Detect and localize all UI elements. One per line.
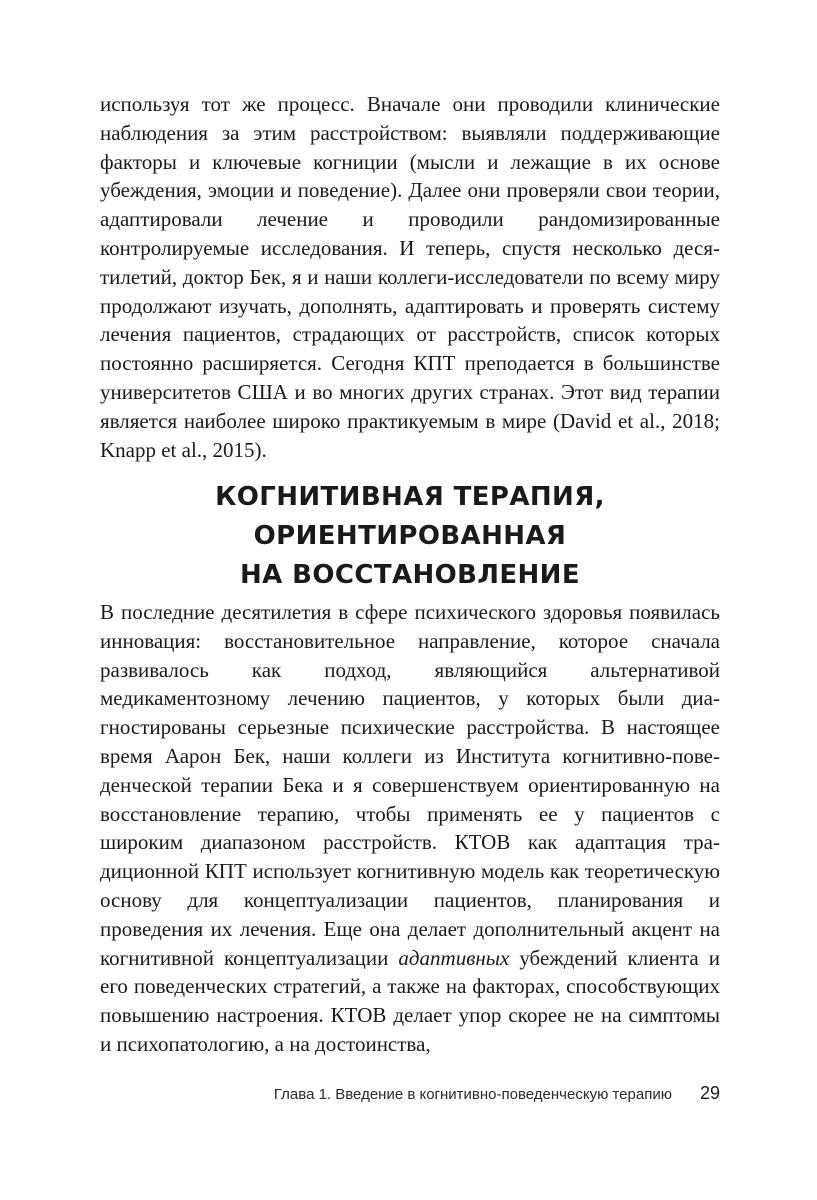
paragraph-bottom-italic: адаптивных [398, 945, 510, 970]
paragraph-bottom [100, 598, 720, 1059]
paragraph-bottom-text [100, 598, 720, 1059]
paragraph-bottom-part-2: убеждений клиента и его поведенческих стратегий, а также на факторах, способствующих повышению настроения. КТОВ делает упор скорее не на симптомы и психопатологию, а на достоинства, [100, 945, 720, 1056]
heading-line-3: НА ВОССТАНОВЛЕНИЕ [240, 560, 580, 590]
paragraph-top [100, 90, 720, 464]
section-heading [100, 478, 720, 595]
page-footer [100, 1083, 720, 1104]
paragraph-bottom-part-1: В последние десятилетия в сфере психического здоровья появилась инновация: восстановительное направление, которое сначала развивалось как подход, являющийся альтернативой медикаментозному лечению пациентов, у которых были диагностированы серьезные психические расстройства. В настоящее время Аарон Бек, наши коллеги из Института когнитивно-поведенческой терапии Бека и я совершенствуем ориентированную на восстановление терапию, чтобы применять ее у пациентов с широким диапазоном расстройств. КТОВ как адаптация традиционной КПТ использует когнитивную модель как теоретическую основу для концептуализации пациентов, планирования и проведения их лечения. Еще она делает дополнительный акцент на когнитивной концептуализации [100, 600, 720, 970]
heading-line-2: ОРИЕНТИРОВАННАЯ [253, 521, 567, 551]
page-number: 29 [699, 1083, 720, 1103]
paragraph-top-text: используя тот же процесс. Вначале они проводили клинические наблюдения за этим расстройством: выявляли поддерживающие факторы и ключевые когниции (мысли и лежащие в их основе убеждения, эмоции и поведение). Далее они проверяли свои теории, адаптировали лечение и проводили рандомизированные контролируемые исследования. И теперь, спустя несколько десятилетий, доктор Бек, я и наши коллеги-исследователи по всему миру продолжают изучать, дополнять, адаптировать и проверять систему лечения пациентов, страдающих от расстройств, список которых постоянно расширяется. Сегодня КПТ преподается в большинстве университетов США и во многих других странах. Этот вид терапии является наиболее широко практикуемым в мире (David et al., 2018; Knapp et al., 2015). [100, 92, 720, 462]
heading-line-1: КОГНИТИВНАЯ ТЕРАПИЯ, [215, 482, 605, 512]
running-head: Глава 1. Введение в когнитивно-поведенческую терапию [273, 1086, 672, 1103]
